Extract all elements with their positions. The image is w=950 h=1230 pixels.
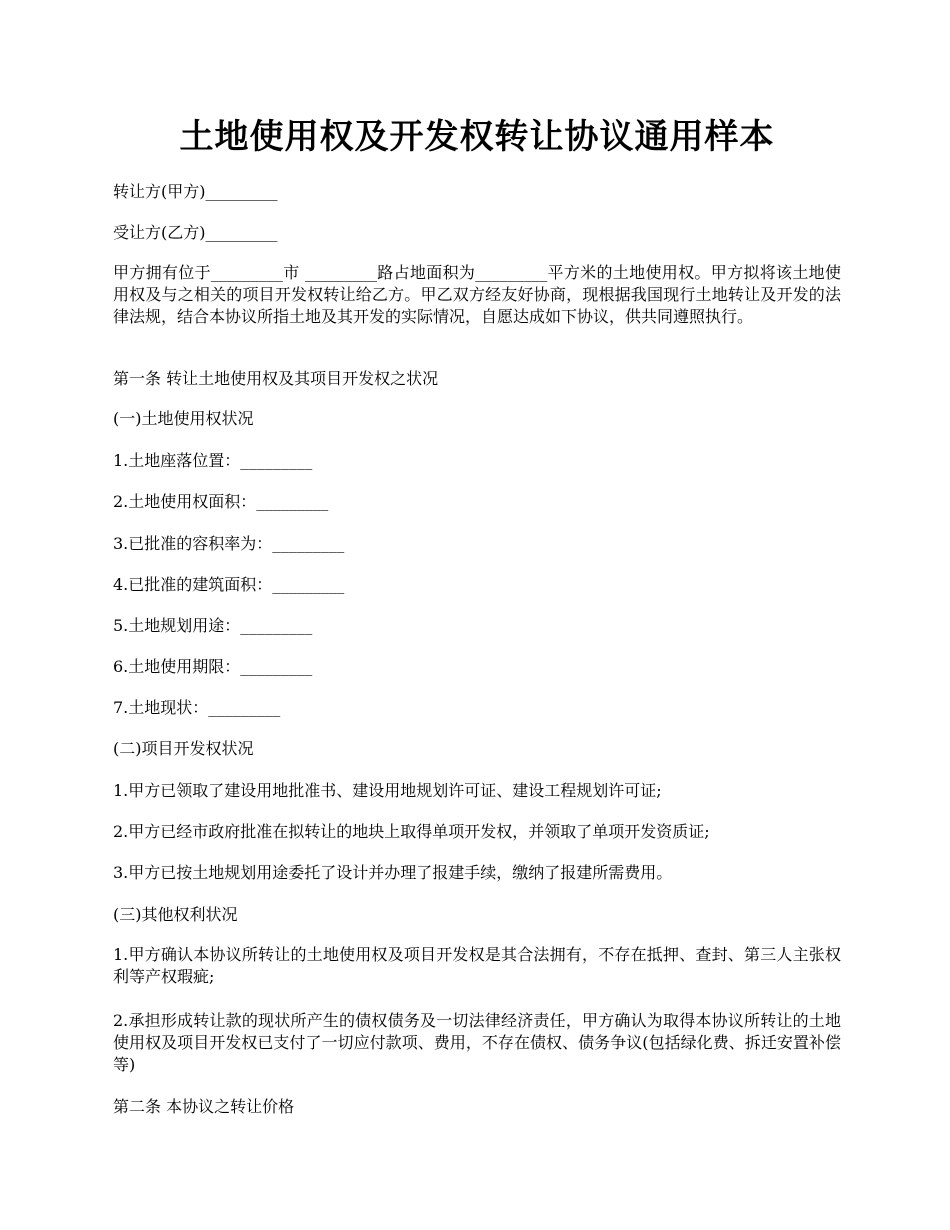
land-status-item: 7.土地现状：_________ <box>113 698 281 717</box>
section-2-heading: (二)项目开发权状况 <box>113 739 254 758</box>
dev-right-item-2: 2.甲方已经市政府批准在拟转让的地块上取得单项开发权，并领取了单项开发资质证; <box>113 822 710 841</box>
land-term-item: 6.土地使用期限：_________ <box>113 657 313 676</box>
other-right-item-2: 2.承担形成转让款的现状所产生的债权债务及一切法律经济责任，甲方确认为取得本协议所转让的土地使用权及项目开发权已支付了一切应付款项、费用，不存在债权、债务争议(包括绿化费、拆迁安置补偿等) <box>113 1011 841 1074</box>
article-1-heading: 第一条 转让土地使用权及其项目开发权之状况 <box>113 369 439 388</box>
article-2-heading: 第二条 本协议之转让价格 <box>113 1097 295 1116</box>
intro-paragraph: 甲方拥有位于_________市 _________路占地面积为_________平方米的土地使用权。甲方拟将该土地使用权及与之相关的项目开发权转让给乙方。甲乙双方经友好协商，现根据我国现行土地转让及开发的法律法规，结合本协议所指土地及其开发的实际情况，自愿达成如下协议，供共同遵照执行。 <box>113 263 841 326</box>
dev-right-item-1: 1.甲方已领取了建设用地批准书、建设用地规划许可证、建设工程规划许可证; <box>113 781 662 800</box>
land-area-item: 2.土地使用权面积：_________ <box>113 492 329 511</box>
building-area-item: 4.已批准的建筑面积：_________ <box>113 575 345 594</box>
document-title: 土地使用权及开发权转让协议通用样本 <box>179 117 775 157</box>
section-3-heading: (三)其他权利状况 <box>113 905 238 924</box>
dev-right-item-3: 3.甲方已按土地规划用途委托了设计并办理了报建手续，缴纳了报建所需费用。 <box>113 863 673 882</box>
section-1-heading: (一)土地使用权状况 <box>113 409 254 428</box>
party-a-line: 转让方(甲方)_________ <box>113 182 278 201</box>
other-right-item-1: 1.甲方确认本协议所转让的土地使用权及项目开发权是其合法拥有，不存在抵押、查封、第三人主张权利等产权瑕疵; <box>113 945 841 986</box>
plot-ratio-item: 3.已批准的容积率为：_________ <box>113 534 345 553</box>
party-b-line: 受让方(乙方)_________ <box>113 223 278 242</box>
land-location-item: 1.土地座落位置：_________ <box>113 451 313 470</box>
land-use-item: 5.土地规划用途：_________ <box>113 616 313 635</box>
